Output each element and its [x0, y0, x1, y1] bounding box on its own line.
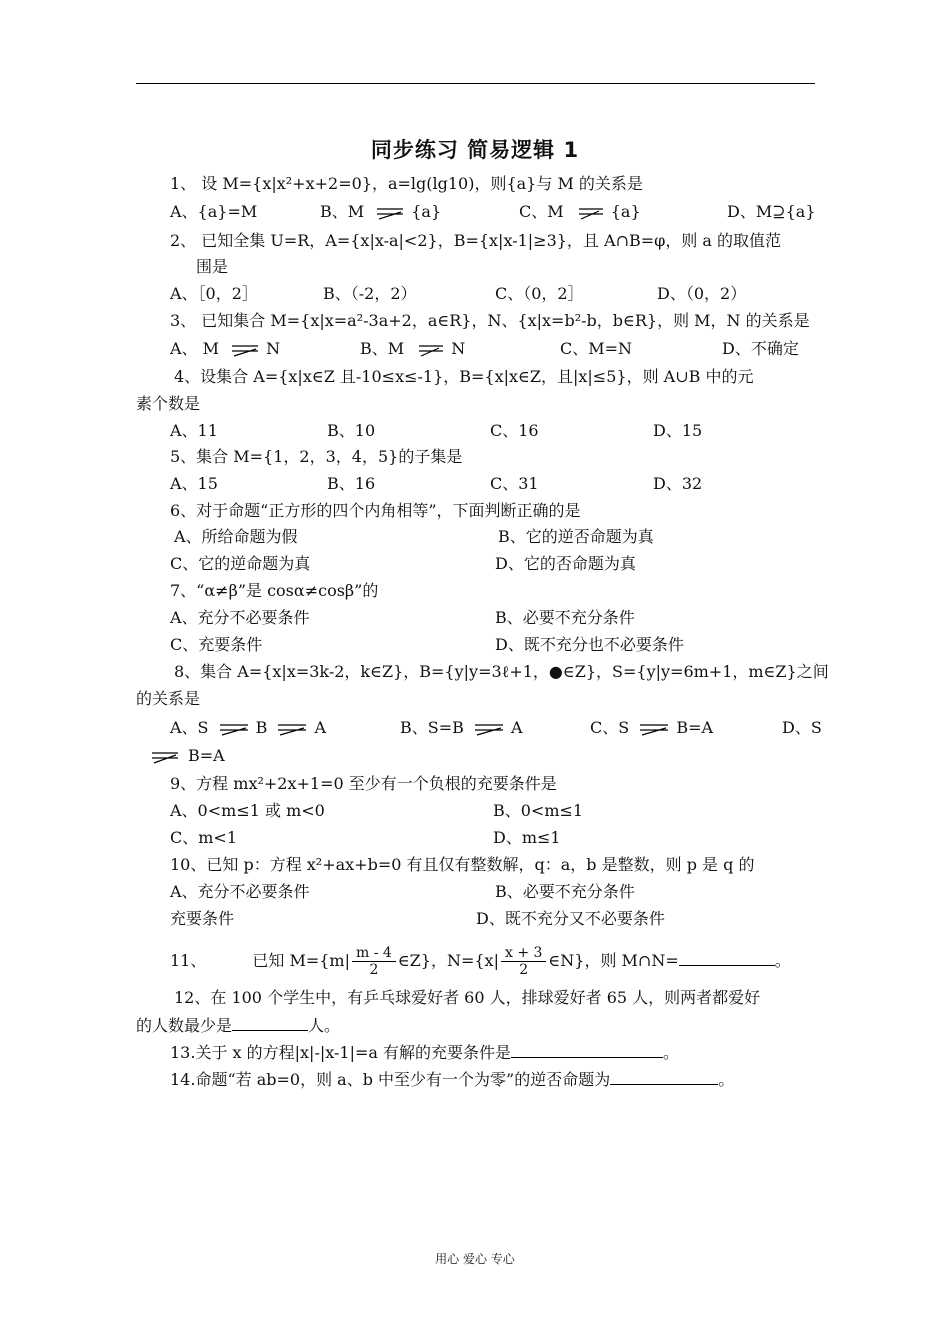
proper-superset-symbol — [409, 341, 451, 359]
q1-option-a: A、{a}=M — [170, 202, 258, 221]
q6-stem: 6、对于命题“正方形的四个内角相等”，下面判断正确的是 — [170, 501, 581, 520]
q10-option-b: B、必要不充分条件 — [495, 882, 635, 901]
q5-stem: 5、集合 M={1，2，3，4，5}的子集是 — [170, 447, 463, 466]
q3-option-a: A、 M N — [170, 339, 281, 358]
q9-option-c: C、m<1 — [170, 828, 238, 847]
q3-stem: 3、 已知集合 M={x|x=a²-3a+2，a∈R}，N、{x|x=b²-b，b∈R}，则 M，N 的关系是 — [170, 311, 810, 330]
q7-stem: 7、“α≠β”是 cosα≠cosβ”的 — [170, 581, 379, 600]
q4-option-b: B、10 — [327, 421, 376, 440]
q6-option-b: B、它的逆否命题为真 — [498, 527, 654, 546]
q2-stem-cont: 围是 — [196, 257, 229, 276]
answer-blank[interactable] — [232, 1015, 308, 1031]
answer-blank[interactable] — [610, 1069, 718, 1085]
q12-line2: 的人数最少是 人。 — [136, 1016, 341, 1035]
proper-subset-symbol — [224, 341, 266, 359]
q10-option-a: A、充分不必要条件 — [170, 882, 310, 901]
q8-option-b: B、S=B A — [400, 718, 523, 737]
q8-option-a: A、S B A — [170, 718, 327, 737]
q3-option-c: C、M=N — [560, 339, 633, 358]
q4-option-d: D、15 — [653, 421, 703, 440]
q9-stem: 9、方程 mx²+2x+1=0 至少有一个负根的充要条件是 — [170, 774, 557, 793]
fraction-x-plus-3: $\frac{x + 3}{2}$ — [501, 945, 546, 978]
q8-option-c: C、S B=A — [590, 718, 714, 737]
q5-option-d: D、32 — [653, 474, 703, 493]
q9-option-a: A、0<m≤1 或 m<0 — [170, 801, 325, 820]
top-rule — [136, 83, 815, 84]
q6-option-a: A、所给命题为假 — [174, 527, 298, 546]
q4-option-c: C、16 — [490, 421, 539, 440]
q3-option-d: D、不确定 — [722, 339, 799, 358]
answer-blank[interactable] — [511, 1042, 663, 1058]
q2-option-d: D、（0，2） — [657, 284, 747, 303]
q1-stem: 1、 设 M={x|x²+x+2=0}，a=lg(lg10)，则{a}与 M 的关系是 — [170, 174, 643, 193]
fraction-m-minus-4: $\frac{m - 4}{2}$ — [352, 945, 396, 978]
q4-stem: 4、设集合 A={x|x∈Z 且-10≤x≤-1}，B={x|x∈Z，且|x|≤5}，则 A∪B 中的元 — [174, 367, 754, 386]
q2-option-b: B、（-2，2） — [323, 284, 417, 303]
q1-option-b: B、M {a} — [320, 202, 442, 221]
proper-subset-symbol — [634, 720, 676, 738]
q3-option-b: B、M N — [360, 339, 466, 358]
q9-option-d: D、m≤1 — [493, 828, 561, 847]
page-footer: 用心 爱心 专心 — [435, 1252, 515, 1266]
q10-stem: 10、已知 p：方程 x²+ax+b=0 有且仅有整数解，q：a，b 是整数，则 p 是 q 的 — [170, 855, 755, 874]
q7-option-a: A、充分不必要条件 — [170, 608, 310, 627]
q10-option-c: 充要条件 — [170, 909, 235, 928]
answer-blank[interactable] — [679, 950, 775, 966]
q6-option-d: D、它的否命题为真 — [495, 554, 636, 573]
q4-stem-cont: 素个数是 — [136, 394, 201, 413]
q10-option-d: D、既不充分又不必要条件 — [476, 909, 665, 928]
page-title: 同步练习 简易逻辑 1 — [370, 138, 580, 162]
q12-line1: 12、在 100 个学生中，有乒乓球爱好者 60 人，排球爱好者 65 人，则两者都爱好 — [174, 988, 761, 1007]
q2-option-c: C、（0，2］ — [495, 284, 584, 303]
q4-option-a: A、11 — [170, 421, 218, 440]
proper-subset-symbol — [469, 720, 511, 738]
q7-option-b: B、必要不充分条件 — [495, 608, 635, 627]
q8-option-d: D、S — [782, 718, 822, 737]
q1-option-c: C、M {a} — [519, 202, 641, 221]
q8-stem: 8、集合 A={x|x=3k-2，k∈Z}，B={y|y=3ℓ+1，●∈Z}，S={y|y=6m+1，m∈Z}之间 — [174, 662, 829, 681]
q8-stem-cont: 的关系是 — [136, 689, 201, 708]
q7-option-c: C、充要条件 — [170, 635, 263, 654]
q9-option-b: B、0<m≤1 — [493, 801, 584, 820]
proper-superset-symbol — [369, 204, 411, 222]
q14-line: 14.命题“若 ab=0，则 a、b 中至少有一个为零”的逆否命题为 。 — [170, 1070, 735, 1089]
q2-stem: 2、 已知全集 U=R，A={x|x-a|<2}，B={x|x-1|≥3}，且 A∩B=φ，则 a 的取值范 — [170, 231, 782, 250]
proper-subset-symbol — [272, 720, 314, 738]
q5-option-a: A、15 — [170, 474, 218, 493]
superset-symbol — [569, 204, 611, 222]
q1-option-d: D、M⊇{a} — [727, 202, 816, 221]
q13-line: 13.关于 x 的方程|x|-|x-1|=a 有解的充要条件是 。 — [170, 1043, 680, 1062]
q5-option-b: B、16 — [327, 474, 376, 493]
q8-option-d-cont: B=A — [146, 746, 225, 766]
q11-line: 11、 已知 M={m| $\frac{m - 4}{2}$ ∈Z}，N={x| $\frac{x + 3}{2}$ ∈N}，则 M∩N= 。 — [170, 945, 791, 978]
proper-subset-symbol — [214, 720, 256, 738]
q7-option-d: D、既不充分也不必要条件 — [495, 635, 684, 654]
proper-superset-symbol — [146, 748, 188, 766]
q2-option-a: A、［0，2］ — [170, 284, 258, 303]
q5-option-c: C、31 — [490, 474, 539, 493]
q6-option-c: C、它的逆命题为真 — [170, 554, 311, 573]
